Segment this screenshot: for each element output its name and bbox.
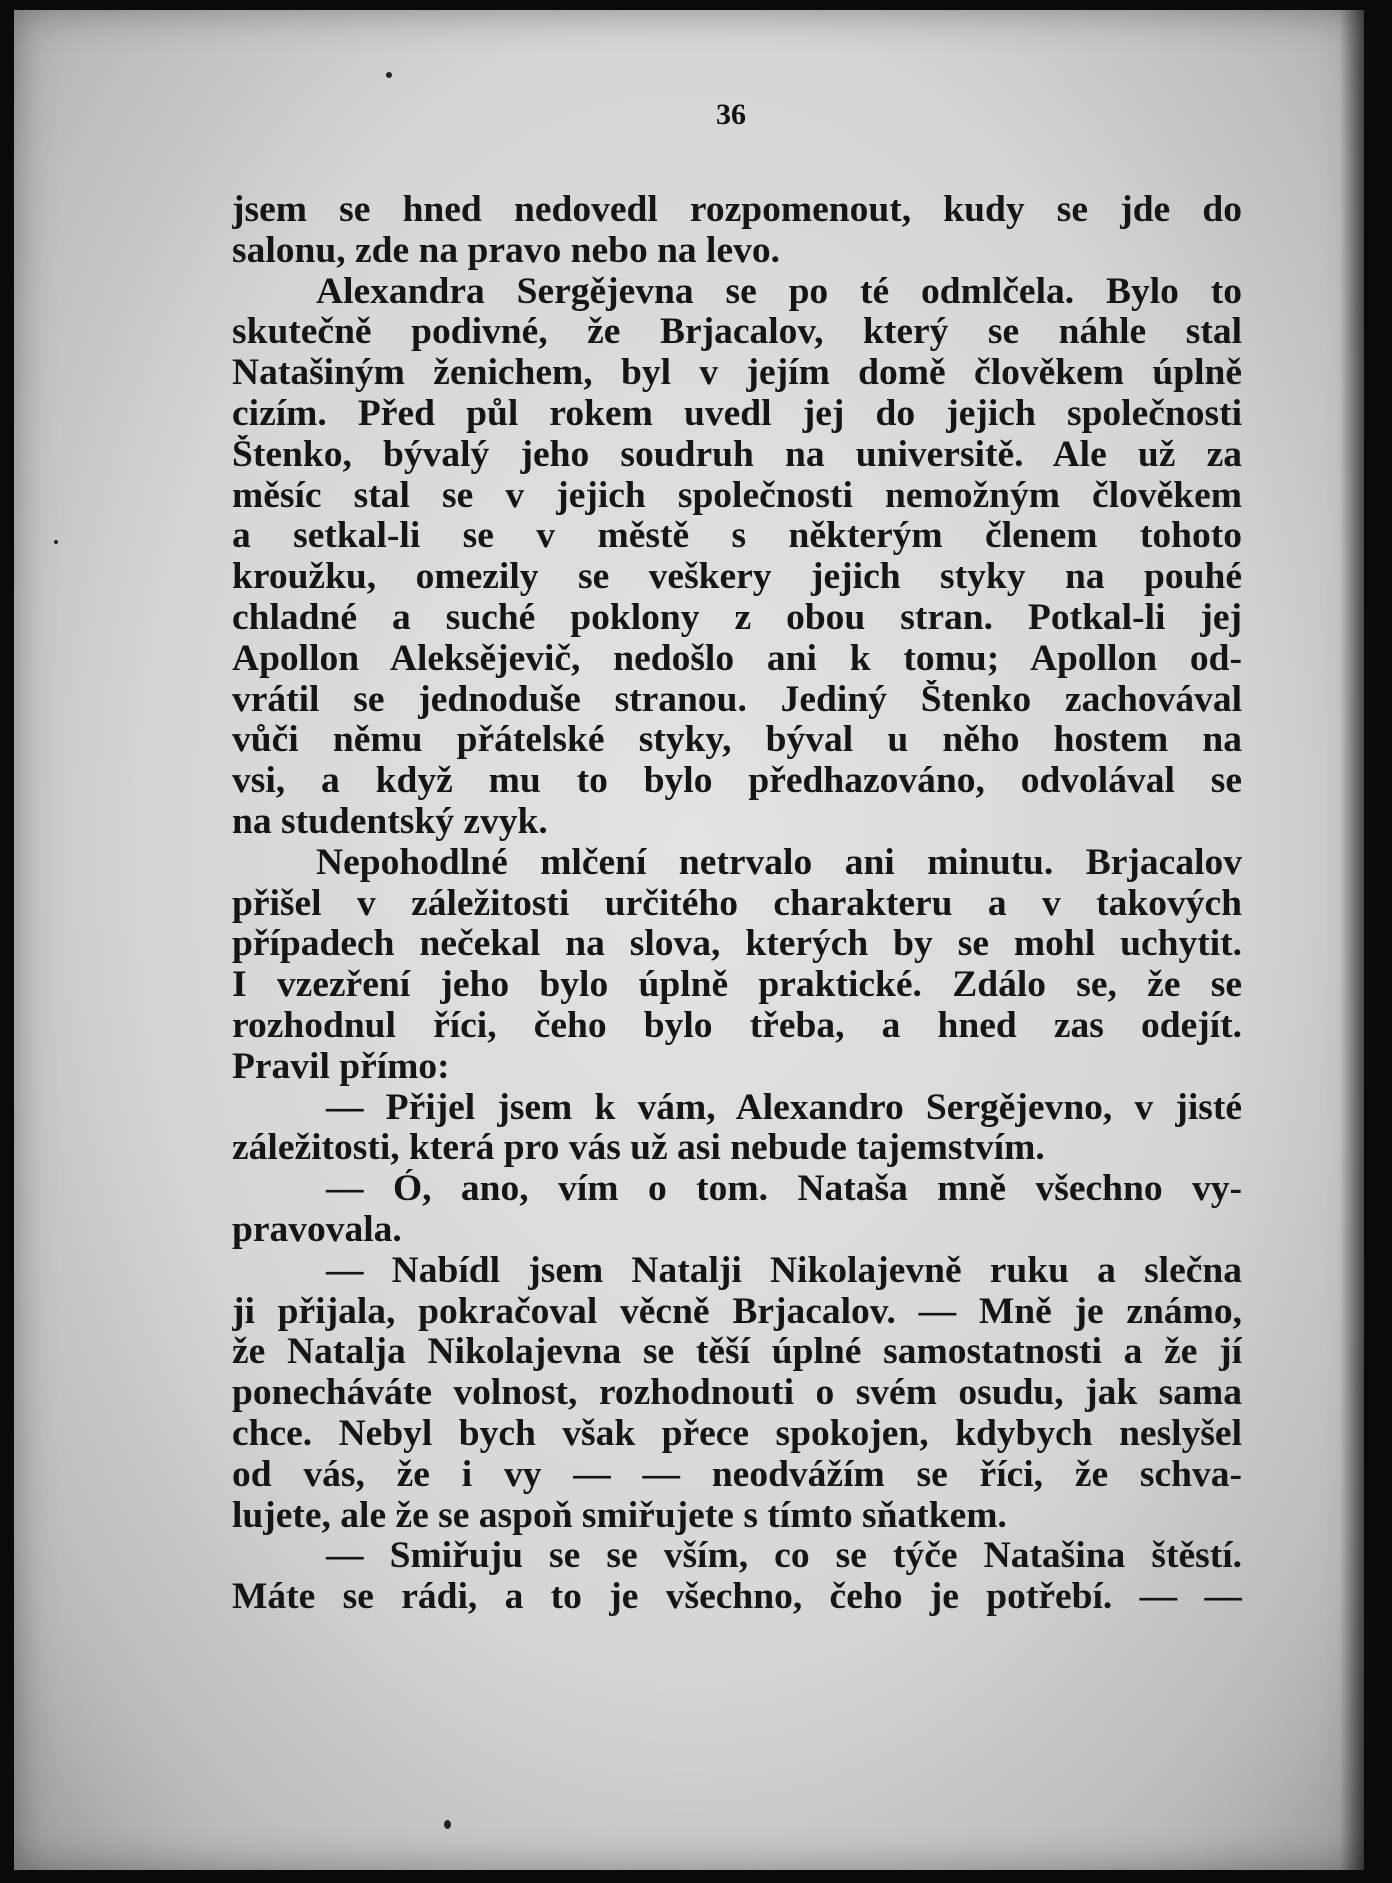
- text-line: že Natalja Nikolajevna se těší úplné samostatnosti a že jí: [232, 1332, 1242, 1373]
- text-line: od vás, že i vy — — neodvážím se říci, že schva-: [232, 1454, 1242, 1495]
- text-line: na studentský zvyk.: [232, 801, 548, 842]
- text-line: vůči němu přátelské styky, býval u něho hostem na: [232, 720, 1242, 761]
- text-line: kroužku, omezily se veškery jejich styky na pouhé: [232, 557, 1242, 598]
- ink-speck: [386, 72, 392, 78]
- text-line: záležitosti, která pro vás už asi nebude tajemstvím.: [232, 1128, 1045, 1169]
- text-line: jsem se hned nedovedl rozpomenout, kudy se jde do: [232, 190, 1242, 230]
- text-line: vrátil se jednoduše stranou. Jediný Štenko zachovával: [232, 679, 1242, 720]
- page-number: 36: [716, 98, 746, 131]
- text-line: rozhodnul říci, čeho bylo třeba, a hned zas odejít.: [232, 1005, 1242, 1046]
- text-line: — Smiřuju se se vším, co se týče Natašina štěstí.: [326, 1536, 1242, 1577]
- text-line: skutečně podivné, že Brjacalov, který se náhle stal: [232, 312, 1242, 353]
- text-line: lujete, ale že se aspoň smiřujete s tímto sňatkem.: [232, 1495, 1007, 1536]
- text-line: měsíc stal se v jejich společnosti nemožným člověkem: [232, 475, 1242, 516]
- text-line: salonu, zde na pravo nebo na levo.: [232, 230, 780, 271]
- text-line: pravovala.: [232, 1209, 402, 1250]
- text-line: Máte se rádi, a to je všechno, čeho je potřebí. — —: [232, 1577, 1242, 1618]
- text-line: případech nečekal na slova, kterých by se mohl uchytit.: [232, 924, 1242, 965]
- text-line: ji přijala, pokračoval věcně Brjacalov. — Mně je známo,: [232, 1291, 1242, 1332]
- text-line: cizím. Před půl rokem uvedl jej do jejich společnosti: [232, 393, 1242, 434]
- body-text: [232, 190, 1242, 1618]
- text-line: přišel v záležitosti určitého charakteru a v takových: [232, 883, 1242, 924]
- text-line: chladné a suché poklony z obou stran. Potkal-li jej: [232, 597, 1242, 638]
- text-line: a setkal-li se v městě s některým členem tohoto: [232, 516, 1242, 557]
- text-line: Štenko, bývalý jeho soudruh na universitě. Ale už za: [232, 434, 1242, 475]
- text-line: Natašiným ženichem, byl v jejím domě člověkem úplně: [232, 353, 1242, 394]
- text-line: I vzezření jeho bylo úplně praktické. Zdálo se, že se: [232, 965, 1242, 1006]
- text-line: Nepohodlné mlčení netrvalo ani minutu. Brjacalov: [316, 842, 1242, 883]
- text-line: — Přijel jsem k vám, Alexandro Sergějevno, v jisté: [326, 1087, 1242, 1128]
- text-line: — Nabídl jsem Natalji Nikolajevně ruku a slečna: [326, 1250, 1242, 1291]
- text-line: chce. Nebyl bych však přece spokojen, kdybych neslyšel: [232, 1413, 1242, 1454]
- text-line: Pravil přímo:: [232, 1046, 450, 1087]
- page-edge-shadow: [1340, 10, 1364, 1870]
- text-line: vsi, a když mu to bylo předhazováno, odvolával se: [232, 761, 1242, 802]
- text-line: ponecháváte volnost, rozhodnouti o svém osudu, jak sama: [232, 1373, 1242, 1414]
- ink-speck: [444, 1820, 451, 1829]
- text-line: Alexandra Sergějevna se po té odmlčela. Bylo to: [316, 271, 1242, 312]
- text-line: — Ó, ano, vím o tom. Nataša mně všechno vy-: [326, 1169, 1242, 1210]
- text-line: Apollon Aleksějevič, nedošlo ani k tomu; Apollon od-: [232, 638, 1242, 679]
- ink-speck: [54, 540, 58, 544]
